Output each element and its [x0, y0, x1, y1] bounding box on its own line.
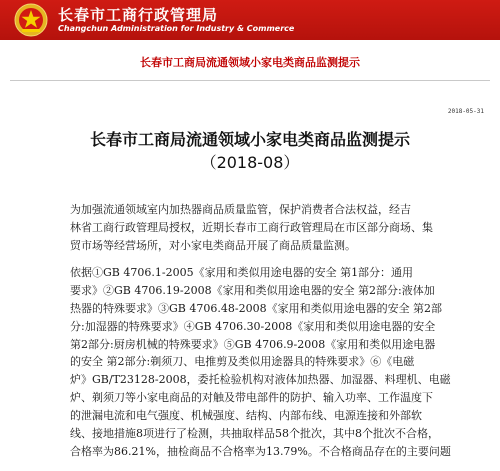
page-banner-title: 长春市工商局流通领域小家电类商品监测提示 [140, 56, 360, 69]
site-subtitle: Changchun Administration for Industry & Commerce [58, 24, 295, 33]
text-line: 炉》GB/T23128-2008，委托检验机构对液体加热器、加湿器、料理机、电磁 [70, 373, 451, 387]
text-line: 线、接地措施8项进行了检测，共抽取样品58个批次，其中8个批次不合格， [70, 427, 439, 441]
paragraph-basis [70, 264, 500, 461]
emblem-icon[interactable] [14, 3, 48, 37]
text-line: 热器的特殊要求》③GB 4706.48-2008《家用和类似用途电器的安全 第2部 [70, 301, 443, 315]
site-header [0, 0, 500, 40]
text-line: 依据①GB 4706.1-2005《家用和类似用途电器的安全 第1部分：通用 [70, 266, 414, 279]
site-title: 长春市工商行政管理局 [58, 6, 219, 24]
text-line: 林省工商行政管理局授权，近期长春市工商行政管理局在市区部分商场、集 [70, 220, 433, 234]
text-line: 的安全 第2部分:剃须刀、电推剪及类似用途器具的特殊要求》⑥《电磁 [70, 355, 415, 369]
article-subtitle: （2018-08） [200, 153, 300, 172]
text-line: 分:加湿器的特殊要求》④GB 4706.30-2008《家用和类似用途电器的安全 [70, 319, 436, 333]
text-line: 的泄漏电流和电气强度、机械强度、结构、内部布线、电源连接和外部软 [70, 409, 422, 423]
text-line: 第2部分:厨房机械的特殊要求》⑤GB 4706.9-2008《家用和类似用途电器 [70, 337, 436, 351]
text-line: 要求》②GB 4706.19-2008《家用和类似用途电器的安全 第2部分:液体加 [70, 283, 435, 297]
divider [10, 80, 490, 81]
text-line: 炉、剃须刀等小家电商品的对触及带电部件的防护、输入功率、工作温度下 [70, 391, 433, 405]
text-line: 为加强流通领域室内加热器商品质量监管，保护消费者合法权益，经吉 [70, 203, 411, 216]
publish-date: 2018-05-31 [447, 108, 484, 115]
article-title: 长春市工商局流通领域小家电类商品监测提示 [89, 130, 410, 149]
text-line: 合格率为86.21%，抽检商品不合格率为13.79%。不合格商品存在的主要问题 [70, 444, 451, 458]
text-line: 贸市场等经营场所，对小家电类商品开展了商品质量监测。 [70, 238, 356, 252]
paragraph-intro [70, 201, 500, 255]
